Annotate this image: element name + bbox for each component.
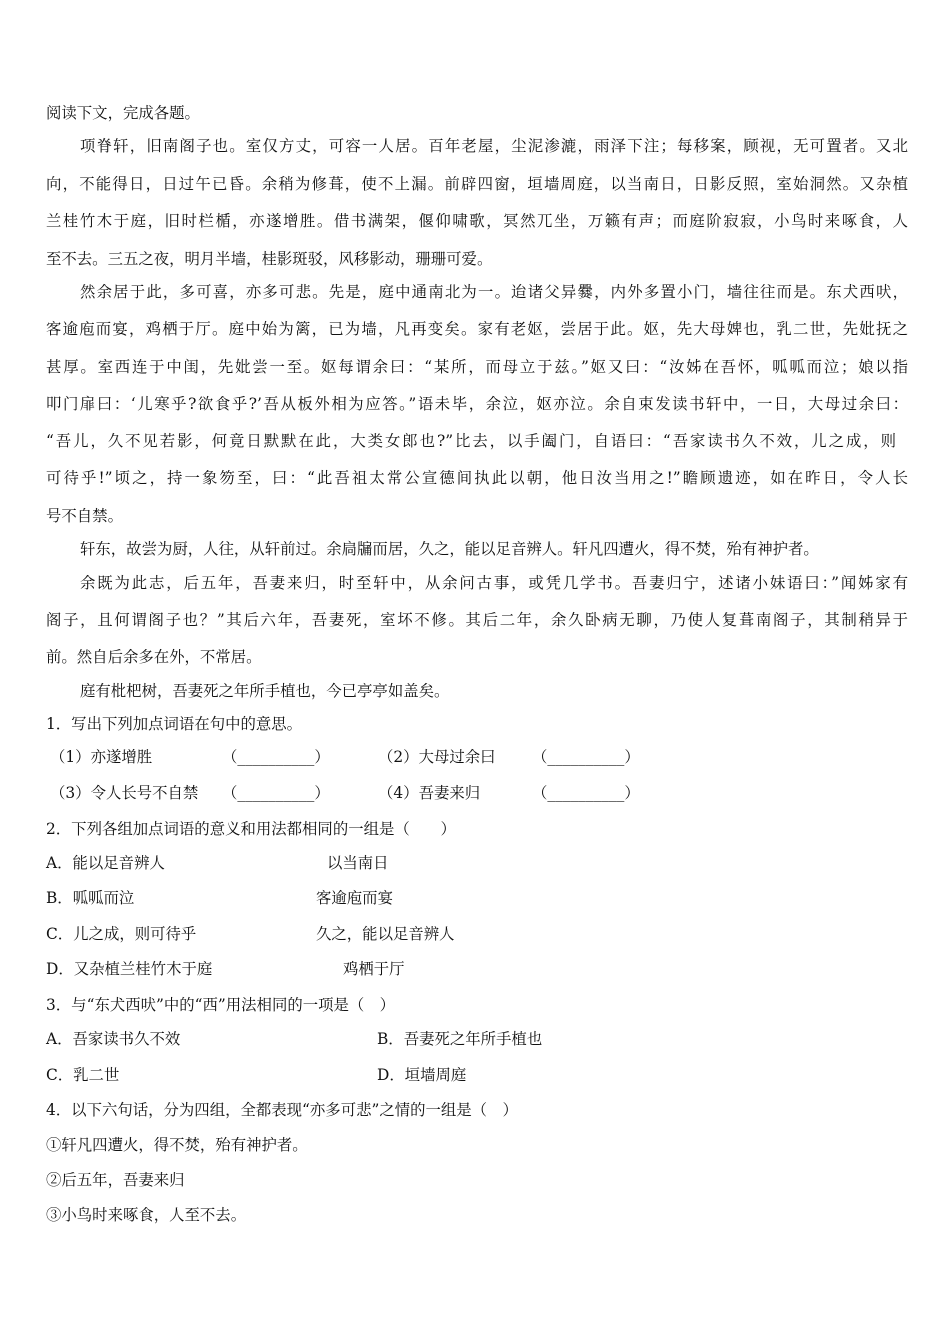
- passage-p2-line: 客逾庖而宴，鸡栖于厅。庭中始为篱，已为墙，凡再变矣。家有老妪，尝居于此。妪，先大母婢也，乳二世，先妣抚之: [46, 320, 908, 338]
- q1-answer-blank[interactable]: （__________）: [222, 748, 330, 766]
- q3-stem: 3．与“东犬西吠”中的“西”用法相同的一项是（ ）: [46, 996, 396, 1014]
- passage-p4-line: 阁子，且何谓阁子也？”其后六年，吾妻死，室坏不修。其后二年，余久卧病无聊，乃使人复葺南阁子，其制稍异于: [46, 611, 908, 629]
- q3-option-d[interactable]: D．垣墙周庭: [377, 1066, 467, 1084]
- passage-p4-line: 前。然自后余多在外，不常居。: [46, 648, 262, 666]
- q3-option-b[interactable]: B．吾妻死之年所手植也: [377, 1030, 543, 1048]
- passage-p2-line: “吾儿，久不见若影，何竟日默默在此，大类女郎也?”比去，以手阖门，自语曰：“吾家读书久不效，儿之成，则: [46, 432, 896, 450]
- q1-answer-blank[interactable]: （__________）: [532, 748, 640, 766]
- passage-p1-line: 兰桂竹木于庭，旧时栏楯，亦遂增胜。借书满架，偃仰啸歌，冥然兀坐，万籁有声；而庭阶寂寂，小鸟时来啄食，人: [46, 212, 908, 230]
- q2-option-a-pair: 以当南日: [327, 854, 389, 872]
- q1-answer-blank[interactable]: （__________）: [222, 784, 330, 802]
- q4-sentence: ③小鸟时来啄食，人至不去。: [46, 1206, 247, 1224]
- q2-option-c-pair: 久之，能以足音辨人: [316, 925, 455, 943]
- passage-p4-line: 余既为此志，后五年，吾妻来归，时至轩中，从余问古事，或凭几学书。吾妻归宁，述诸小妹语曰：”闻姊家有: [80, 574, 908, 592]
- q1-item-label: （2）大母过余曰: [378, 748, 496, 766]
- q2-option-b[interactable]: B．呱呱而泣: [46, 889, 135, 907]
- passage-p2-line: 号不自禁。: [46, 507, 123, 525]
- passage-p2-line: 甚厚。室西连于中闺，先妣尝一至。妪每谓余曰：“某所，而母立于兹。”妪又曰：“汝姊在吾怀，呱呱而泣；娘以指: [46, 358, 908, 376]
- passage-p1-line: 向，不能得日，日过午已昏。余稍为修葺，使不上漏。前辟四窗，垣墙周庭，以当南日，日影反照，室始洞然。又杂植: [46, 175, 908, 193]
- q3-option-c[interactable]: C．乳二世: [46, 1066, 120, 1084]
- passage-p2-line: 可待乎!”顷之，持一象笏至，曰：“此吾祖太常公宣德间执此以朝，他日汝当用之!”瞻顾遗迹，如在昨日，令人长: [46, 469, 908, 487]
- q1-item-label: （3）令人长号不自禁: [50, 784, 199, 802]
- q3-option-a[interactable]: A．吾家读书久不效: [46, 1030, 181, 1048]
- passage-p1-line: 项脊轩，旧南阁子也。室仅方丈，可容一人居。百年老屋，尘泥渗漉，雨泽下注；每移案，顾视，无可置者。又北: [80, 137, 908, 155]
- q2-option-d[interactable]: D．又杂植兰桂竹木于庭: [46, 960, 213, 978]
- passage-p2-line: 然余居于此，多可喜，亦多可悲。先是，庭中通南北为一。迨诸父异爨，内外多置小门，墙往往而是。东犬西吠，: [80, 283, 908, 301]
- passage-p5-line: 庭有枇杷树，吾妻死之年所手植也，今已亭亭如盖矣。: [80, 682, 450, 700]
- q2-option-c[interactable]: C．儿之成，则可待乎: [46, 925, 197, 943]
- passage-p3-line: 轩东，故尝为厨，人往，从轩前过。余扃牖而居，久之，能以足音辨人。轩凡四遭火，得不焚，殆有神护者。: [80, 540, 819, 558]
- q4-stem: 4．以下六句话，分为四组，全都表现“亦多可悲”之情的一组是（ ）: [46, 1101, 518, 1119]
- q2-stem: 2．下列各组加点词语的意义和用法都相同的一组是（ ）: [46, 820, 456, 838]
- q1-stem: 1．写出下列加点词语在句中的意思。: [46, 715, 303, 733]
- q1-item-label: （4）吾妻来归: [378, 784, 481, 802]
- q1-item-label: （1）亦遂增胜: [50, 748, 153, 766]
- q4-sentence: ②后五年，吾妻来归: [46, 1171, 185, 1189]
- q4-sentence: ①轩凡四遭火，得不焚，殆有神护者。: [46, 1136, 308, 1154]
- instruction: 阅读下文，完成各题。: [46, 104, 200, 122]
- q2-option-d-pair: 鸡栖于厅: [343, 960, 405, 978]
- passage-p2-line: 叩门扉曰：‘儿寒乎?欲食乎?’吾从板外相为应答。”语未毕，余泣，妪亦泣。余自束发读书轩中，一日，大母过余曰：: [46, 395, 908, 413]
- q1-answer-blank[interactable]: （__________）: [532, 784, 640, 802]
- q2-option-b-pair: 客逾庖而宴: [316, 889, 393, 907]
- q2-option-a[interactable]: A．能以足音辨人: [46, 854, 165, 872]
- passage-p1-line: 至不去。三五之夜，明月半墙，桂影斑驳，风移影动，珊珊可爱。: [46, 250, 493, 268]
